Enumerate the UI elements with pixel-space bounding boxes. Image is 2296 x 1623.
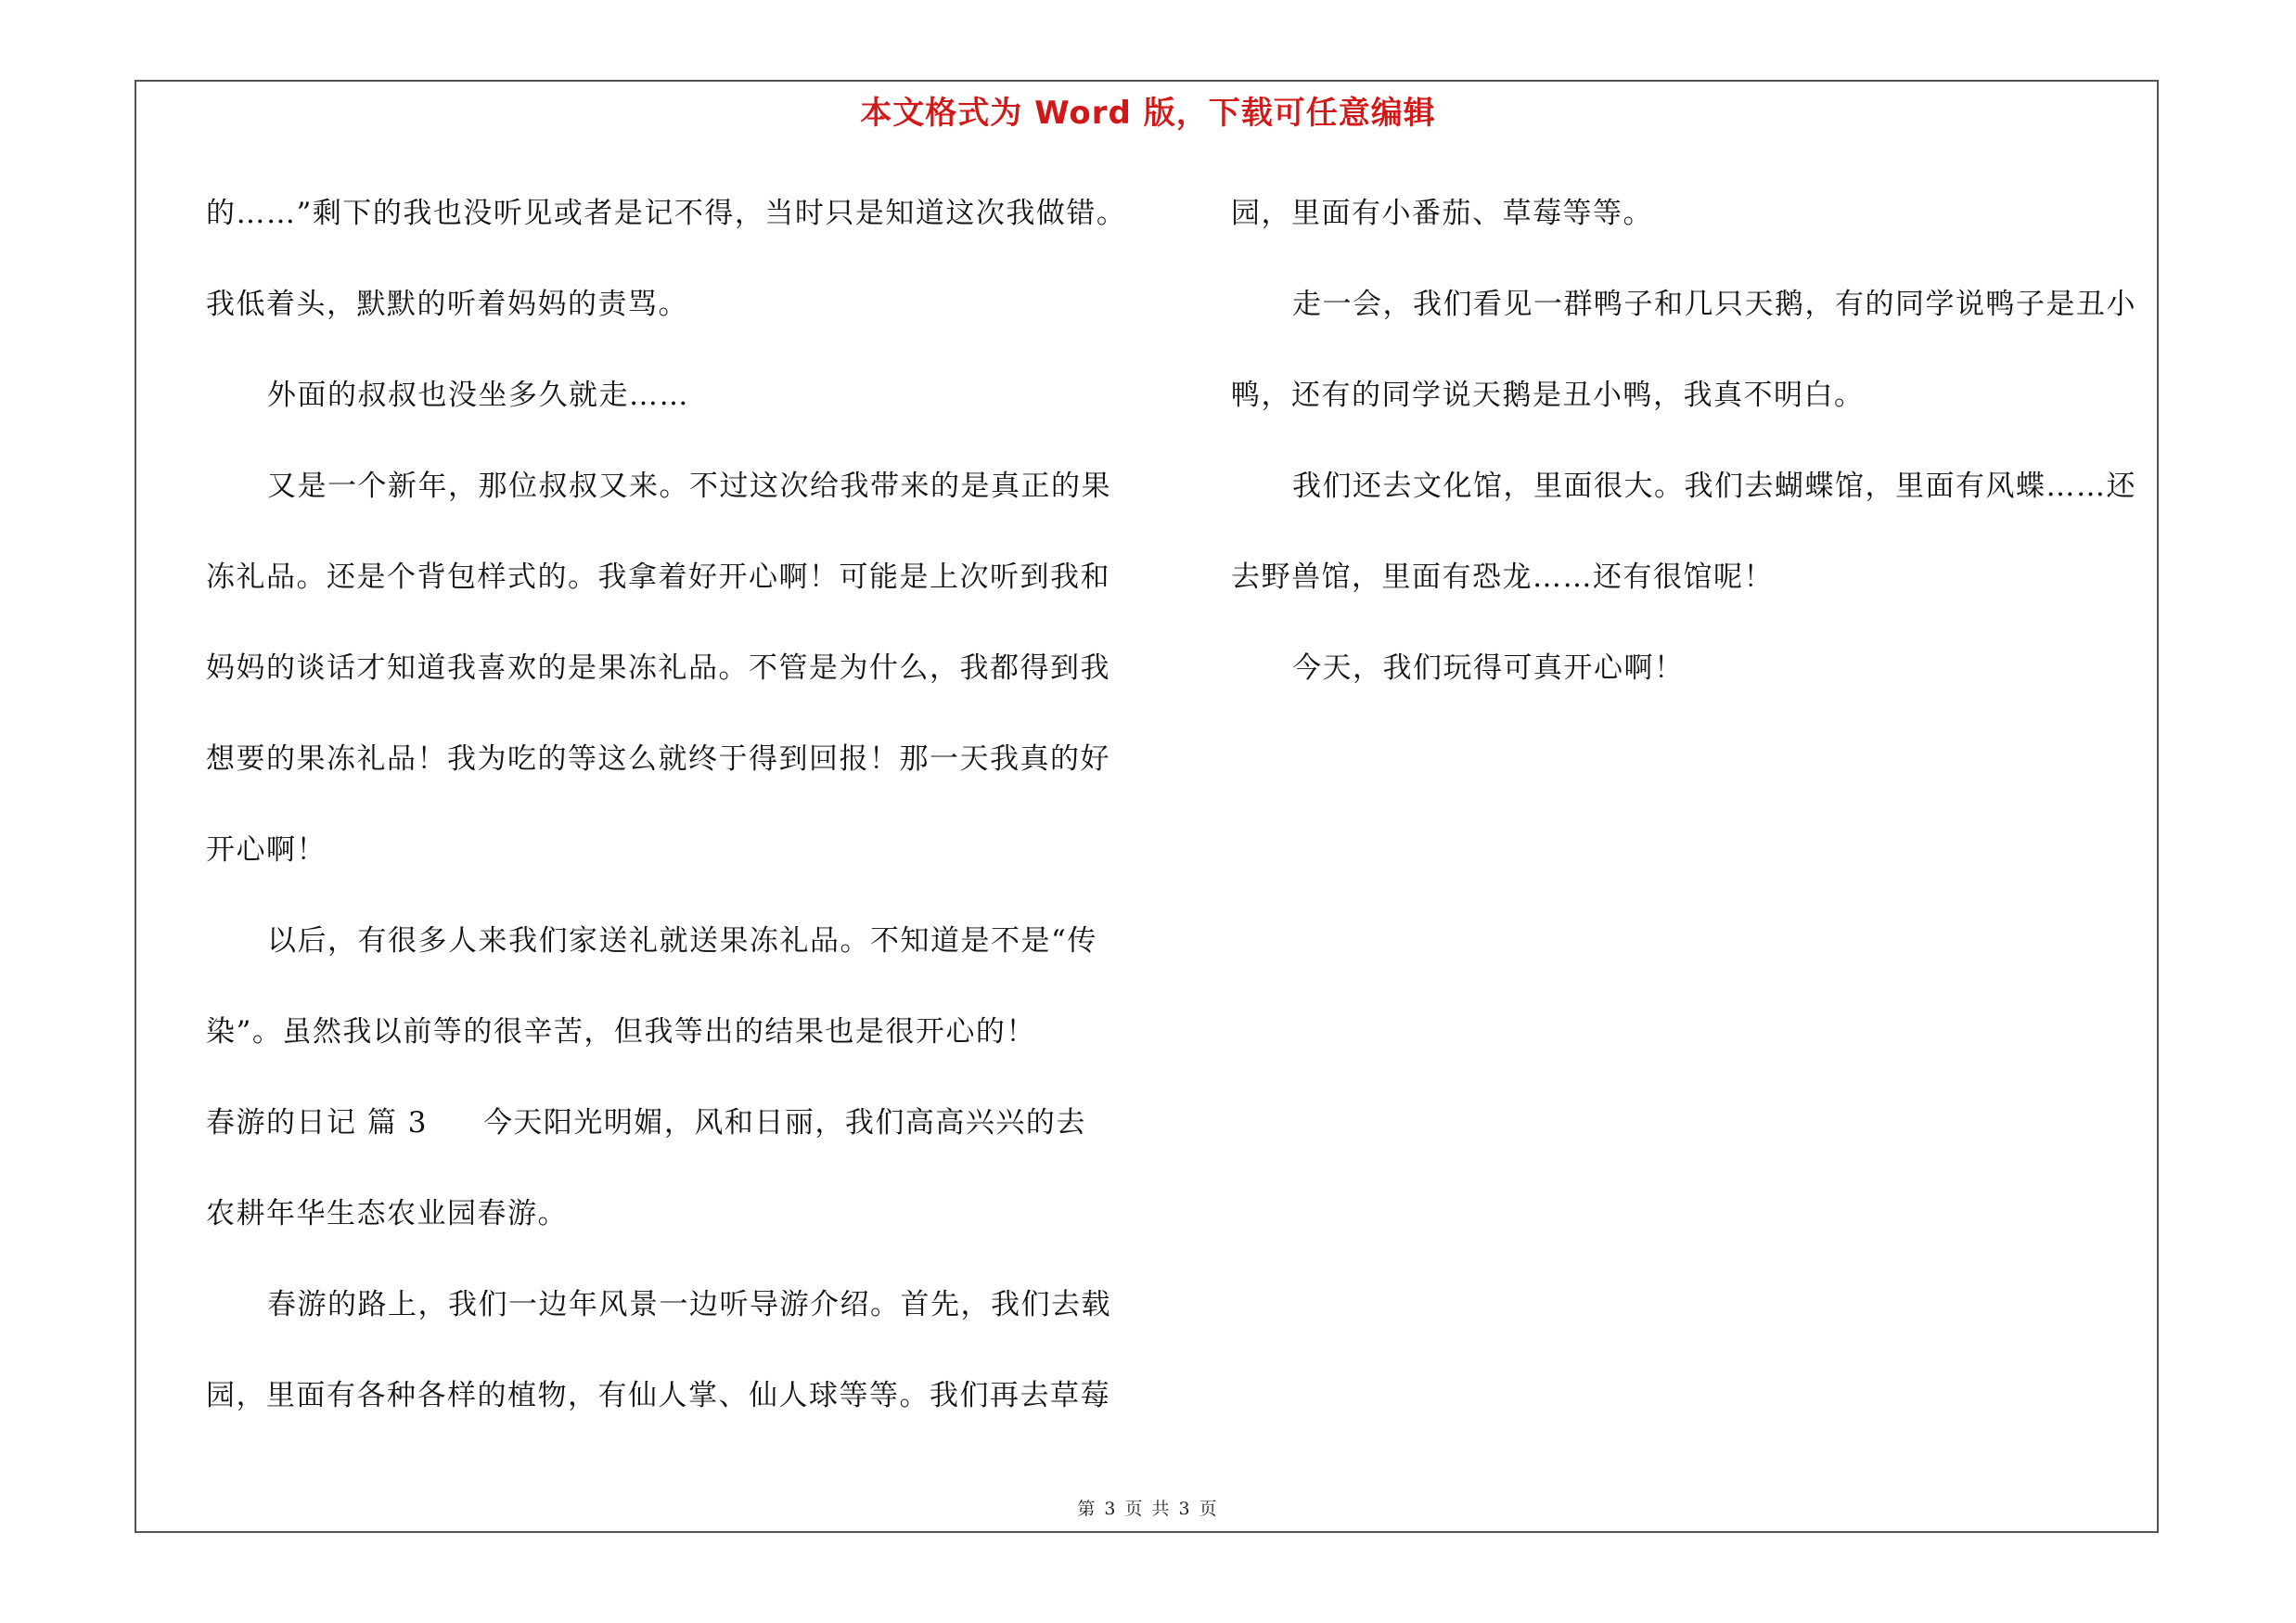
left-text-column: [206, 181, 1134, 1454]
page-number-footer: 第 3 页 共 3 页: [1077, 1499, 1219, 1519]
section-first-text: 今天阳光明媚，风和日丽，我们高高兴兴的去: [482, 1106, 1086, 1140]
paragraph-line: 开心啊！: [206, 833, 327, 867]
section-heading-line: [206, 1090, 1134, 1181]
right-text-column: [1231, 181, 2159, 727]
paragraph-line: 农耕年华生态农业园春游。: [206, 1197, 568, 1230]
paragraph-line: 我们还去文化馆，里面很大。我们去蝴蝶馆，里面有风蝶……还: [1292, 470, 2136, 503]
paragraph-line: 春游的路上，我们一边年风景一边听导游介绍。首先，我们去载: [267, 1288, 1111, 1321]
paragraph-line: 去野兽馆，里面有恐龙……还有很馆呢！: [1231, 560, 1774, 594]
paragraph-line: 鸭，还有的同学说天鹅是丑小鸭，我真不明白。: [1231, 379, 1865, 412]
paragraph-line: 外面的叔叔也没坐多久就走……: [267, 379, 689, 412]
paragraph-line: 又是一个新年，那位叔叔又来。不过这次给我带来的是真正的果: [267, 470, 1111, 503]
paragraph-line: 我低着头，默默的听着妈妈的责骂。: [206, 288, 688, 321]
paragraph-line: 冻礼品。还是个背包样式的。我拿着好开心啊！可能是上次听到我和: [206, 560, 1110, 594]
section-heading: 春游的日记 篇 3: [206, 1106, 428, 1140]
paragraph-line: 以后，有很多人来我们家送礼就送果冻礼品。不知道是不是“传: [267, 924, 1097, 958]
paragraph-line: 园，里面有小番茄、草莓等等。: [1231, 197, 1653, 230]
paragraph-line: 园，里面有各种各样的植物，有仙人掌、仙人球等等。我们再去草莓: [206, 1379, 1110, 1412]
paragraph-line: 想要的果冻礼品！我为吃的等这么就终于得到回报！那一天我真的好: [206, 742, 1110, 776]
paragraph-line: 的……”剩下的我也没听见或者是记不得，当时只是知道这次我做错。: [206, 197, 1127, 230]
document-banner-title: 本文格式为 Word 版，下载可任意编辑: [860, 95, 1436, 132]
paragraph-line: 走一会，我们看见一群鸭子和几只天鹅，有的同学说鸭子是丑小: [1292, 288, 2136, 321]
paragraph-line: 今天，我们玩得可真开心啊！: [1292, 651, 1685, 685]
paragraph-line: 染”。虽然我以前等的很辛苦，但我等出的结果也是很开心的！: [206, 1015, 1036, 1049]
paragraph-line: 妈妈的谈话才知道我喜欢的是果冻礼品。不管是为什么，我都得到我: [206, 651, 1110, 685]
